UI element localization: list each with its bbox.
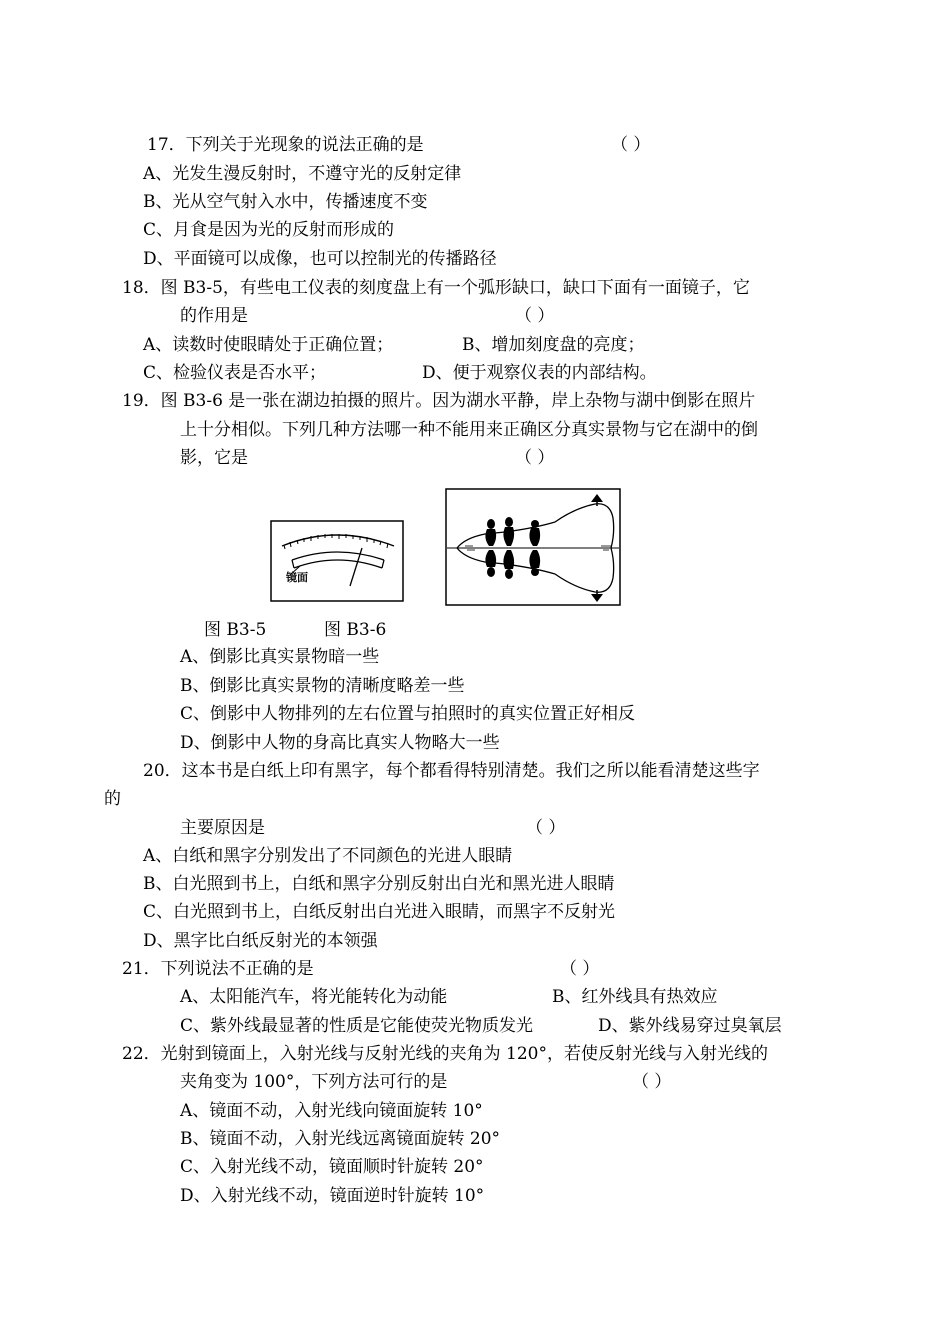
q19-option-c: C、倒影中人物排列的左右位置与拍照时的真实位置正好相反 (180, 704, 636, 724)
q17-option-c: C、月食是因为光的反射而形成的 (143, 220, 395, 240)
figure-b3-5-mirror-label: 镜面 (286, 571, 308, 584)
q17-stem: 17．下列关于光现象的说法正确的是 (147, 135, 424, 155)
q17-answer-paren: （ ） (611, 135, 651, 155)
q21-option-c: C、紫外线最显著的性质是它能使荧光物质发光 (180, 1016, 534, 1036)
q22-option-c: C、入射光线不动，镜面顺时针旋转 20° (180, 1157, 484, 1177)
q17-option-d: D、平面镜可以成像，也可以控制光的传播路径 (143, 249, 497, 269)
q21-option-b: B、红外线具有热效应 (552, 987, 718, 1007)
q22-stem-line1: 22．光射到镜面上，入射光线与反射光线的夹角为 120°，若使反射光线与入射光线的 (122, 1044, 768, 1064)
q18-option-b: B、增加刻度盘的亮度； (462, 335, 645, 355)
q22-option-d: D、入射光线不动，镜面逆时针旋转 10° (180, 1186, 485, 1206)
q20-option-d: D、黑字比白纸反射光的本领强 (143, 931, 378, 951)
q19-stem-line1: 19．图 B3-6 是一张在湖边拍摄的照片。因为湖水平静，岸上杂物与湖中倒影在照片 (122, 391, 756, 411)
q20-stem-line2: 主要原因是 (180, 818, 265, 838)
q21-stem: 21．下列说法不正确的是 (122, 959, 314, 979)
q20-option-c: C、白光照到书上，白纸反射出白光进入眼睛，而黑字不反射光 (143, 902, 616, 922)
q19-option-d: D、倒影中人物的身高比真实人物略大一些 (180, 733, 500, 753)
q18-stem-line1: 18．图 B3-5，有些电工仪表的刻度盘上有一个弧形缺口，缺口下面有一面镜子，它 (122, 278, 750, 298)
figure-b3-5-meter (270, 520, 404, 602)
q18-option-c: C、检验仪表是否水平； (143, 363, 327, 383)
q22-option-a: A、镜面不动，入射光线向镜面旋转 10° (180, 1101, 483, 1121)
q21-answer-paren: （ ） (560, 959, 600, 979)
q22-stem-line2: 夹角变为 100°，下列方法可行的是 (180, 1072, 448, 1092)
lake-photo-drawing (445, 488, 621, 606)
q22-option-b: B、镜面不动，入射光线远离镜面旋转 20° (180, 1129, 501, 1149)
q18-stem-line2: 的作用是 (180, 306, 248, 326)
q21-option-a: A、太阳能汽车，将光能转化为动能 (180, 987, 448, 1007)
q19-option-a: A、倒影比真实景物暗一些 (180, 647, 380, 667)
figure-b3-6-lake-photo (445, 488, 621, 606)
q19-answer-paren: （ ） (515, 448, 555, 468)
q20-answer-paren: （ ） (526, 818, 566, 838)
figure-b3-6-caption: 图 B3-6 (324, 620, 387, 640)
q19-option-b: B、倒影比真实景物的清晰度略差一些 (180, 676, 465, 696)
meter-drawing (270, 520, 404, 602)
q17-option-a: A、光发生漫反射时，不遵守光的反射定律 (143, 164, 462, 184)
q20-option-b: B、白光照到书上，白纸和黑字分别反射出白光和黑光进人眼睛 (143, 874, 615, 894)
figure-b3-5-caption: 图 B3-5 (204, 620, 267, 640)
q20-option-a: A、白纸和黑字分别发出了不同颜色的光进人眼睛 (143, 846, 513, 866)
q19-stem-line2: 上十分相似。下列几种方法哪一种不能用来正确区分真实景物与它在湖中的倒 (180, 420, 758, 440)
q17-option-b: B、光从空气射入水中，传播速度不变 (143, 192, 428, 212)
q18-option-d: D、便于观察仪表的内部结构。 (422, 363, 657, 383)
q20-stem-line1: 20．这本书是白纸上印有黑字，每个都看得特别清楚。我们之所以能看清楚这些字 (143, 761, 760, 781)
q18-answer-paren: （ ） (515, 306, 555, 326)
q18-option-a: A、读数时使眼睛处于正确位置； (143, 335, 394, 355)
q22-answer-paren: （ ） (632, 1072, 672, 1092)
q21-option-d: D、紫外线易穿过臭氧层 (598, 1016, 782, 1036)
q19-stem-line3: 影，它是 (180, 448, 248, 468)
q20-stem-line1-wrap: 的 (104, 789, 121, 809)
